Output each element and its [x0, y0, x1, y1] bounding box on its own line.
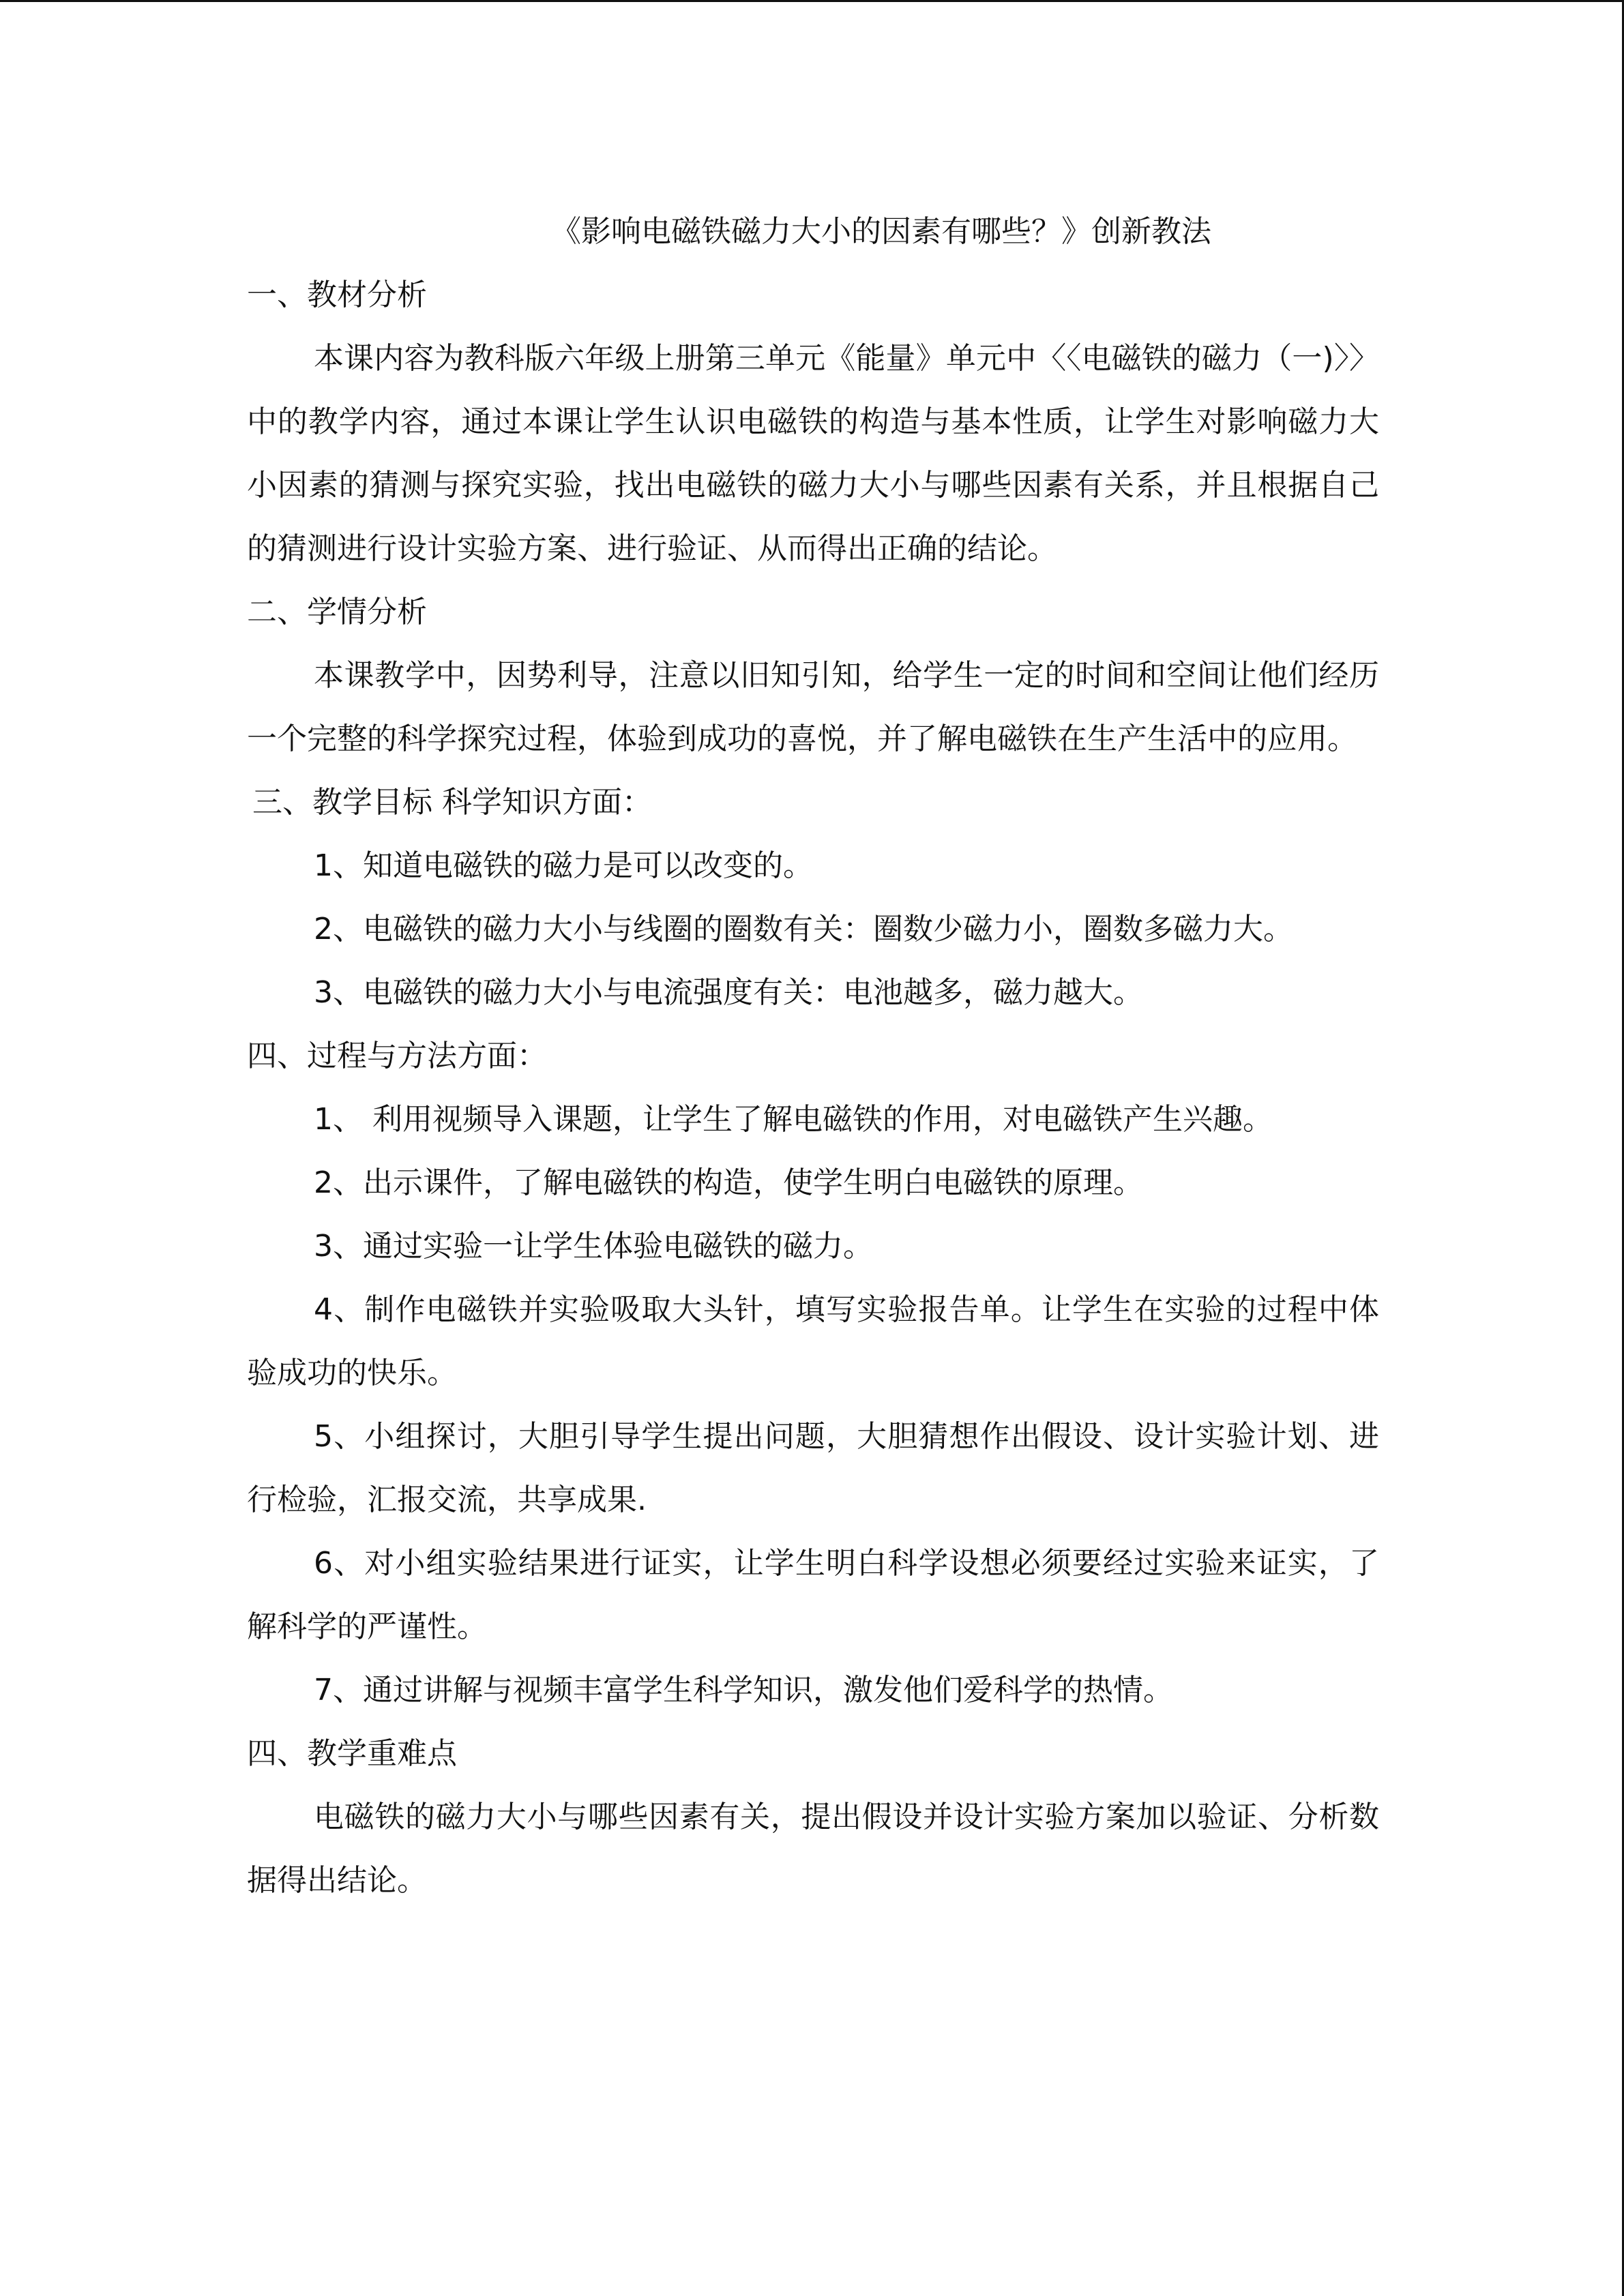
- section-paragraph-textbook-analysis: 本课内容为教科版六年级上册第三单元《能量》单元中〈〈电磁铁的磁力（一)〉〉中的教学内容，通过本课让学生认识电磁铁的构造与基本性质，让学生对影响磁力大小因素的猜测与探究实验，找出电磁铁的磁力大小与哪些因素有关系，并且根据自己的猜测进行设计实验方案、进行验证、从而得出正确的结论。: [247, 341, 1379, 566]
- document-body: [247, 200, 1379, 1912]
- list-item: 3、通过实验一让学生体验电磁铁的磁力。: [314, 1229, 873, 1264]
- list-item: 1、知道电磁铁的磁力是可以改变的。: [314, 848, 813, 883]
- section-heading-teaching-goals: 三、教学目标 科学知识方面：: [252, 785, 652, 820]
- list-item: 6、对小组实验结果进行证实，让学生明白科学设想必须要经过实验来证实，了解科学的严谨性。: [247, 1546, 1379, 1644]
- section-paragraph-student-analysis: 本课教学中，因势利导，注意以旧知引知，给学生一定的时间和空间让他们经历一个完整的科学探究过程，体验到成功的喜悦，并了解电磁铁在生产生活中的应用。: [247, 658, 1379, 756]
- list-item: 5、小组探讨，大胆引导学生提出问题，大胆猜想作出假设、设计实验计划、进行检验，汇报交流，共享成果.: [247, 1419, 1379, 1517]
- section-heading-textbook-analysis: 一、教材分析: [247, 278, 427, 312]
- section-paragraph-key-difficulties: 电磁铁的磁力大小与哪些因素有关，提出假设并设计实验方案加以验证、分析数据得出结论。: [247, 1800, 1379, 1898]
- section-heading-student-analysis: 二、学情分析: [247, 595, 427, 629]
- list-item: 2、出示课件，了解电磁铁的构造，使学生明白电磁铁的原理。: [314, 1165, 1143, 1200]
- list-item: 7、通过讲解与视频丰富学生科学知识，激发他们爱科学的热情。: [314, 1673, 1173, 1708]
- list-item: 4、制作电磁铁并实验吸取大头针，填写实验报告单。让学生在实验的过程中体验成功的快乐。: [247, 1292, 1379, 1390]
- list-item: 2、电磁铁的磁力大小与线圈的圈数有关：圈数少磁力小，圈数多磁力大。: [314, 912, 1293, 946]
- document-title: 《影响电磁铁磁力大小的因素有哪些？》创新教法: [551, 214, 1211, 249]
- list-item: 1、 利用视频导入课题，让学生了解电磁铁的作用，对电磁铁产生兴趣。: [314, 1102, 1273, 1137]
- section-heading-key-difficulties: 四、教学重难点: [247, 1736, 457, 1771]
- section-heading-process-methods: 四、过程与方法方面：: [247, 1039, 547, 1073]
- list-item: 3、电磁铁的磁力大小与电流强度有关：电池越多，磁力越大。: [314, 975, 1143, 1010]
